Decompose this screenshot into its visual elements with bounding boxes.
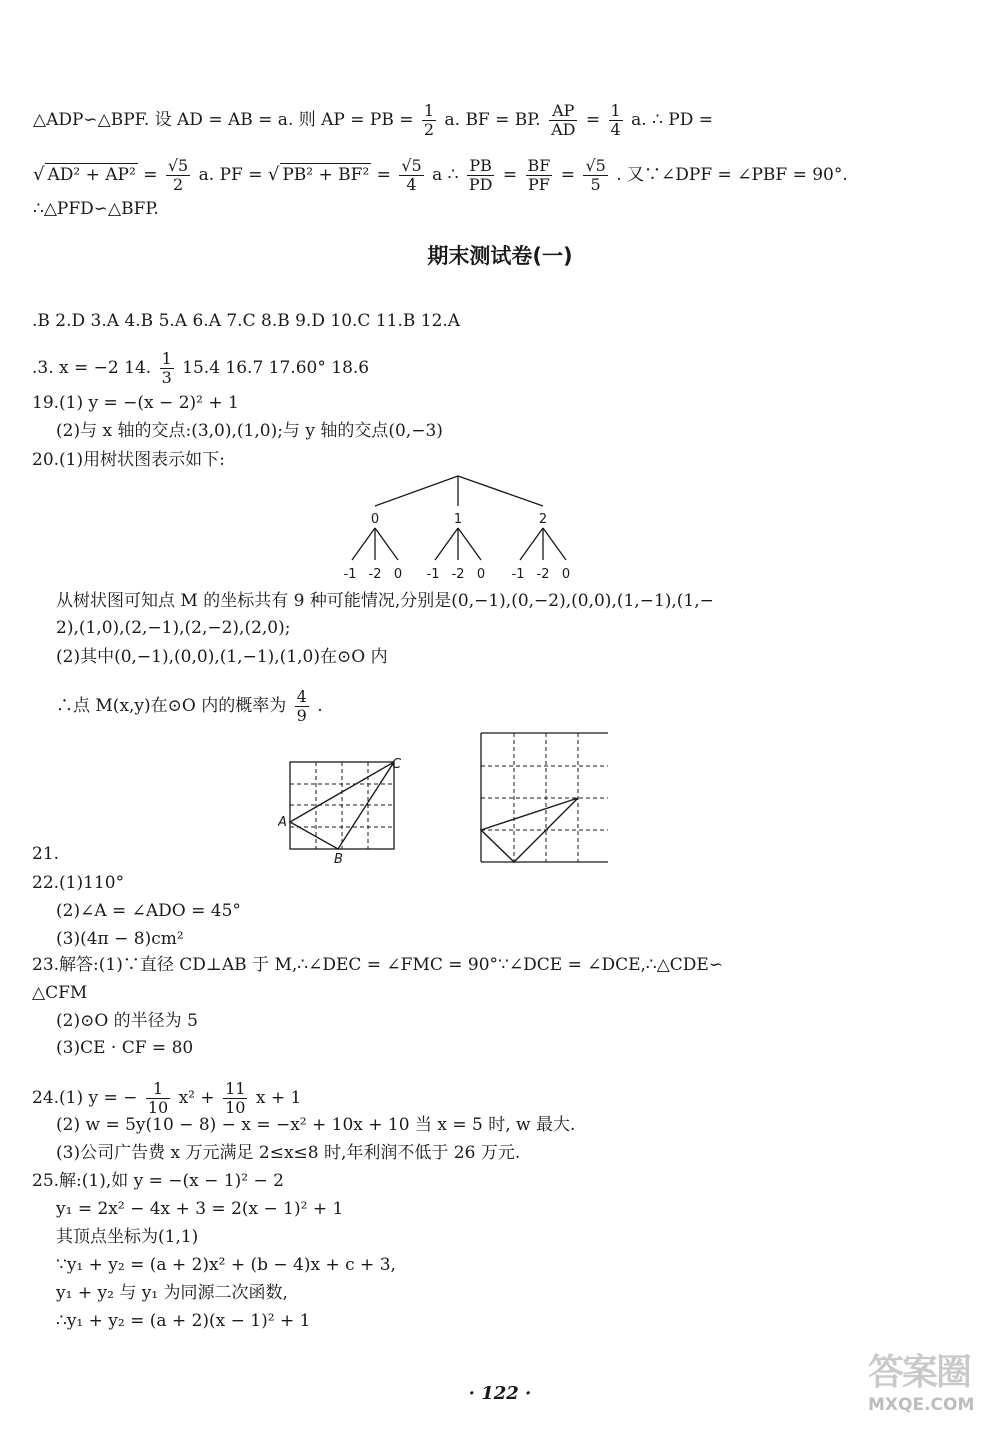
tree-leaf: -2 [536, 567, 550, 582]
fraction: $\frac{1}{2}$ [423, 101, 435, 139]
q23-line-1: 23.解答:(1)∵直径 CD⊥AB 于 M,∴∠DEC = ∠FMC = 90°∵∠DCE = ∠DCE,∴△CDE∽ [32, 955, 724, 975]
tree-leaf: 0 [393, 567, 403, 582]
answers-row-1: .B 2.D 3.A 4.B 5.A 6.A 7.C 8.B 9.D 10.C 11.B 12.A [32, 311, 461, 331]
q25-line-4: ∵y₁ + y₂ = (a + 2)x² + (b − 4)x + c + 3, [56, 1255, 396, 1275]
tree-node: 2 [538, 512, 548, 527]
q23-line-3: (2)⊙O 的半径为 5 [56, 1011, 198, 1031]
section-title: 期末测试卷(一) [427, 244, 573, 268]
grid-figure-1 [278, 750, 408, 865]
q22-line-1: 22.(1)110° [32, 873, 125, 893]
q25-line-1: 25.解:(1),如 y = −(x − 1)² − 2 [32, 1171, 284, 1191]
fraction: $\frac{11}{10}$ [225, 1079, 246, 1117]
tree-leaf: -2 [368, 567, 382, 582]
answers-row-2: .3. x = −2 14. $\frac{1}{3}$ 15.4 16.7 17.60° 18.6 [32, 349, 370, 387]
q25-line-2: y₁ = 2x² − 4x + 3 = 2(x − 1)² + 1 [56, 1199, 344, 1219]
tree-leaf: -1 [511, 567, 525, 582]
fraction: $\frac{√5}{4}$ [401, 156, 422, 194]
fraction: $\frac{√5}{5}$ [585, 156, 606, 194]
tree-diagram [330, 468, 590, 588]
q20-line-1: 20.(1)用树状图表示如下: [32, 450, 225, 470]
tree-leaf: -2 [451, 567, 465, 582]
q25-line-6: ∴y₁ + y₂ = (a + 2)(x − 1)² + 1 [56, 1311, 311, 1331]
label-b: B [334, 852, 343, 865]
fraction: $\frac{BF}{PF}$ [527, 156, 551, 194]
q24-line-2: (2) w = 5y(10 − 8) − x = −x² + 10x + 10 当 x = 5 时, w 最大. [56, 1115, 576, 1135]
q20-line-2: 从树状图可知点 M 的坐标共有 9 种可能情况,分别是(0,−1),(0,−2),(0,0),(1,−1),(1,− [56, 591, 714, 611]
fraction: $\frac{1}{3}$ [161, 349, 172, 387]
q22-line-3: (3)(4π − 8)cm² [56, 929, 184, 949]
q20-line-3: 2),(1,0),(2,−1),(2,−2),(2,0); [56, 618, 291, 638]
q23-line-4: (3)CE · CF = 80 [56, 1038, 194, 1058]
q23-line-2: △CFM [32, 983, 88, 1003]
q22-line-2: (2)∠A = ∠ADO = 45° [56, 901, 241, 921]
fraction: $\frac{√5}{2}$ [167, 156, 189, 194]
intro-line-2: √ AD² + AP² = $\frac{√5}{2}$ a. PF = √ PB² + BF² = $\frac{√5}{4}$ a ∴ $\frac{PB}{PD}$ = $\frac{BF}{PF}$ = $\frac{√5}{5}$ . 又∵∠DPF = ∠PBF = 90°. [33, 156, 848, 194]
grid-figure-2 [478, 730, 618, 870]
q20-line-5: ∴点 M(x,y)在⊙O 内的概率为 $\frac{4}{9}$ . [56, 687, 323, 725]
q24-line-3: (3)公司广告费 x 万元满足 2≤x≤8 时,年利润不低于 26 万元. [56, 1143, 521, 1163]
fraction: $\frac{1}{10}$ [147, 1079, 169, 1117]
q25-line-3: 其顶点坐标为(1,1) [56, 1227, 199, 1247]
fraction: $\frac{1}{4}$ [610, 101, 621, 139]
intro-line-1: △ADP∽△BPF. 设 AD = AB = a. 则 AP = PB = $\frac{1}{2}$ a. BF = BP. $\frac{AP}{AD}$ = $\frac{1}{4}$ a. ∴ PD = [33, 101, 714, 139]
tree-node: 1 [453, 512, 463, 527]
q24-line-1: 24.(1) y = − $\frac{1}{10}$ x² + $\frac{11}{10}$ x + 1 [32, 1079, 302, 1117]
label-a: A [278, 815, 287, 830]
tree-leaf: 0 [561, 567, 571, 582]
fraction: $\frac{PB}{PD}$ [468, 156, 493, 194]
q19-line-1: 19.(1) y = −(x − 2)² + 1 [32, 393, 239, 413]
label-c: C [392, 757, 402, 772]
square-root: PB² + BF² [282, 165, 370, 185]
q19-line-2: (2)与 x 轴的交点:(3,0),(1,0);与 y 轴的交点(0,−3) [56, 421, 443, 441]
tree-leaf: -1 [343, 567, 357, 582]
fraction: $\frac{4}{9}$ [296, 687, 307, 725]
square-root: AD² + AP² [47, 165, 136, 185]
intro-line-3: ∴△PFD∽△BFP. [33, 199, 159, 219]
tree-node: 0 [370, 512, 380, 527]
tree-leaf: -1 [426, 567, 440, 582]
watermark-logo: 答案圈 MXQE.COM [868, 1352, 975, 1415]
fraction: $\frac{AP}{AD}$ [551, 101, 576, 139]
q20-line-4: (2)其中(0,−1),(0,0),(1,−1),(1,0)在⊙O 内 [56, 647, 388, 667]
page-number: · 122 · [468, 1383, 532, 1404]
q21-label: 21. [32, 844, 60, 864]
q25-line-5: y₁ + y₂ 与 y₁ 为同源二次函数, [56, 1283, 288, 1303]
tree-leaf: 0 [476, 567, 486, 582]
